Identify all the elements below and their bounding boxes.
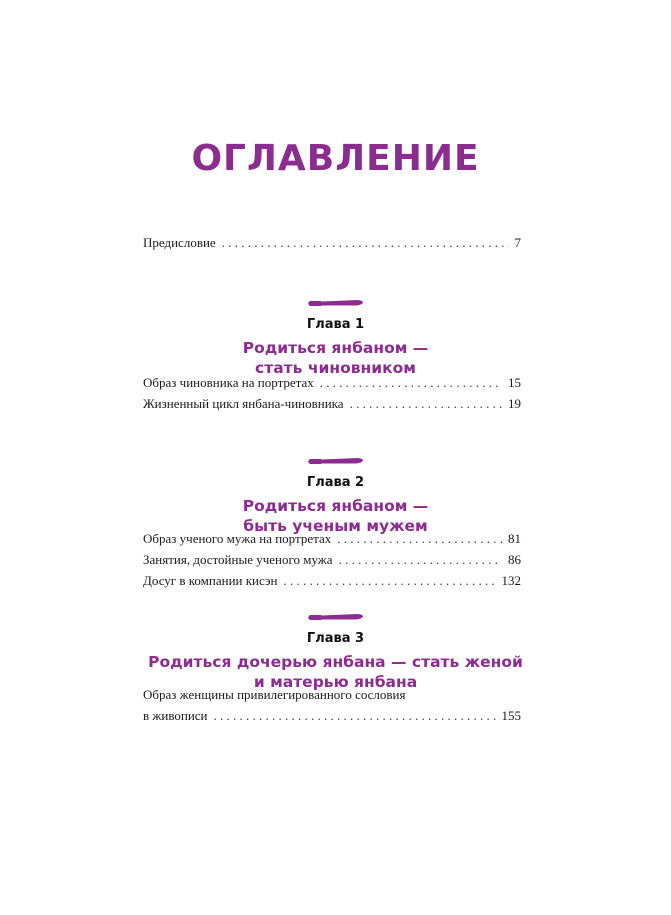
dot-leader (320, 372, 502, 393)
dot-leader (339, 549, 502, 570)
dot-leader (350, 393, 502, 414)
chapter-title-line1: Родиться дочерью янбана — стать женой (148, 653, 523, 671)
dot-leader (222, 232, 509, 253)
toc-entry-label-line1[interactable]: Образ женщины привилегированного сословия (143, 687, 406, 702)
toc-entry-label: Жизненный цикл янбана-чиновника (143, 396, 344, 411)
chapter-label: Глава 3 (306, 631, 365, 646)
chapter-1-entries (143, 372, 521, 414)
toc-entry-label: Образ ученого мужа на портретах (143, 531, 332, 546)
chapter-label: Глава 1 (306, 317, 365, 332)
paintbrush-icon (308, 455, 364, 467)
chapter-title-line1: Родиться янбаном — (242, 497, 429, 515)
chapter-title-line1: Родиться янбаном — (242, 339, 429, 357)
chapter-3-header (0, 611, 671, 692)
toc-entry[interactable] (143, 528, 521, 549)
chapter-title-line2: быть ученым мужем (243, 517, 428, 535)
dot-leader (214, 705, 496, 726)
toc-entry-page: 81 (508, 531, 521, 546)
chapter-2-header (0, 455, 671, 536)
paintbrush-icon (308, 611, 364, 623)
toc-entry[interactable] (143, 372, 521, 393)
chapter-title-line2: и матерью янбана (253, 673, 418, 691)
toc-entry[interactable] (143, 549, 521, 570)
toc-entry-label: Занятия, достойные ученого мужа (143, 552, 333, 567)
paintbrush-icon (308, 297, 364, 309)
chapter-1-header (0, 297, 671, 378)
toc-entry-label: Образ чиновника на портретах (143, 375, 314, 390)
toc-entry[interactable] (143, 232, 521, 253)
chapter-label: Глава 2 (306, 475, 365, 490)
toc-entry-page: 86 (508, 552, 521, 567)
dot-leader (283, 570, 495, 591)
chapter-2-entries (143, 528, 521, 591)
toc-entry-page: 15 (508, 375, 521, 390)
page-title: ОГЛАВЛЕНИЕ (191, 138, 480, 179)
toc-entry-page: 7 (514, 235, 521, 250)
toc-entry-label-line2: в живописи (143, 708, 208, 723)
toc-entry[interactable] (143, 570, 521, 591)
toc-entry-label: Предисловие (143, 235, 216, 250)
chapter-3-entries (143, 684, 521, 726)
chapter-title-line2: стать чиновником (255, 359, 416, 377)
toc-entry[interactable] (143, 393, 521, 414)
dot-leader (337, 528, 502, 549)
toc-entry[interactable] (143, 705, 521, 726)
toc-entry-label: Досуг в компании кисэн (143, 573, 278, 588)
toc-entry-page: 132 (501, 573, 521, 588)
toc-preface (143, 232, 521, 253)
toc-entry-page: 19 (508, 396, 521, 411)
toc-entry-page: 155 (501, 708, 521, 723)
